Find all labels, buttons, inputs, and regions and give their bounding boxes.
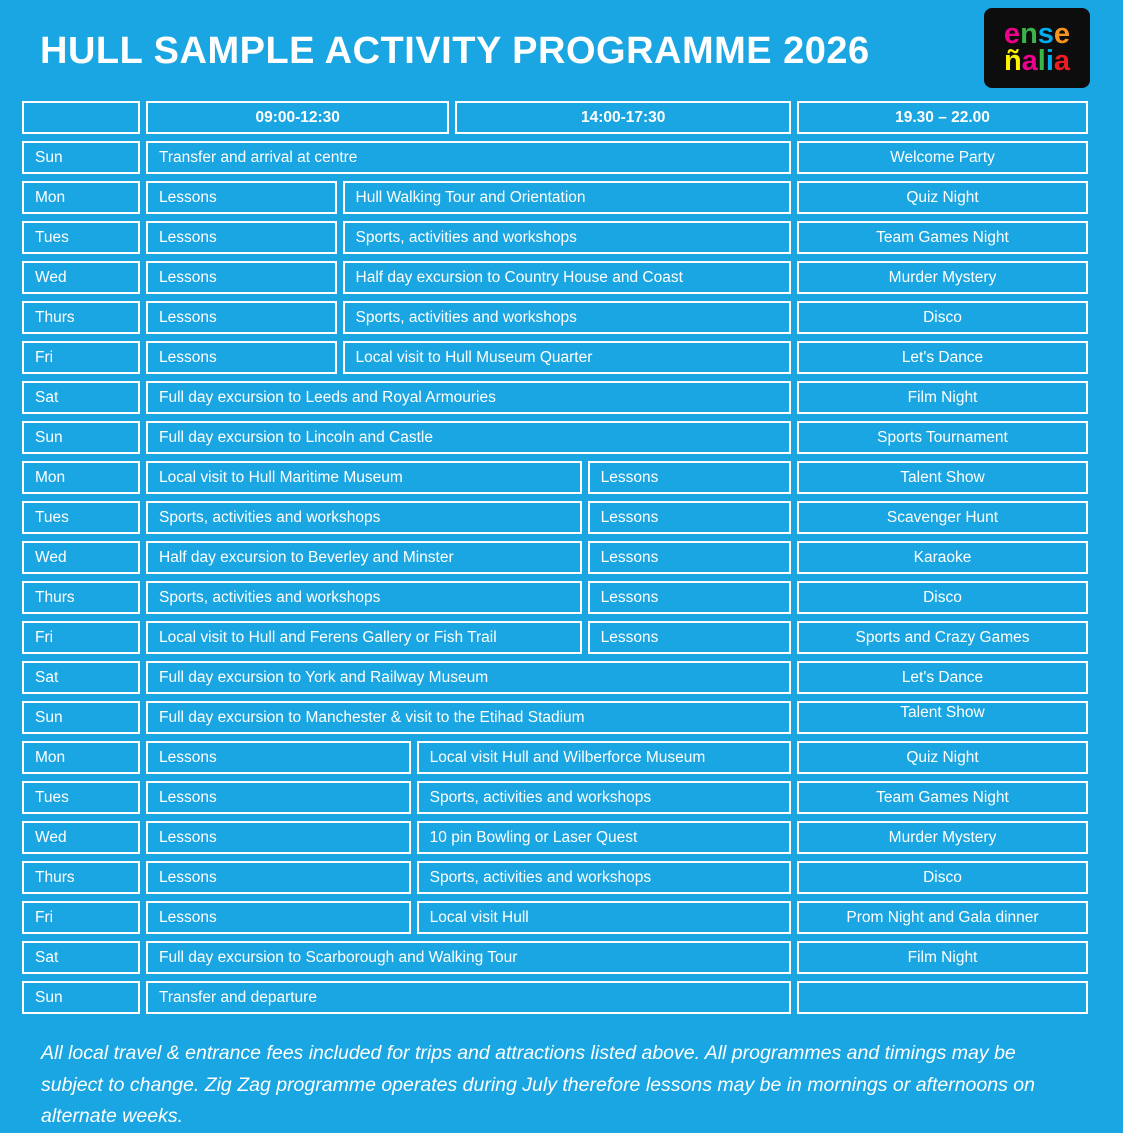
table-row: [22, 941, 1088, 974]
activity-cell: Sports, activities and workshops: [343, 221, 792, 254]
activity-cell: Lessons: [588, 621, 791, 654]
row-activities: [146, 341, 791, 374]
page-title: HULL SAMPLE ACTIVITY PROGRAMME 2026: [40, 30, 870, 72]
row-activities: [146, 181, 791, 214]
day-cell: Wed: [22, 261, 140, 294]
day-cell: Sun: [22, 421, 140, 454]
evening-cell: Disco: [797, 861, 1088, 894]
row-activities: [146, 941, 791, 974]
day-cell: Thurs: [22, 861, 140, 894]
logo-letter: i: [1045, 45, 1054, 77]
row-activities: [146, 261, 791, 294]
evening-cell: Let's Dance: [797, 661, 1088, 694]
evening-cell: Team Games Night: [797, 221, 1088, 254]
row-activities: [146, 541, 791, 574]
table-row: [22, 461, 1088, 494]
activity-cell: Sports, activities and workshops: [417, 861, 791, 894]
row-activities: [146, 781, 791, 814]
activity-cell: Lessons: [146, 261, 337, 294]
evening-cell: Sports and Crazy Games: [797, 621, 1088, 654]
table-row: [22, 981, 1088, 1014]
evening-cell: Karaoke: [797, 541, 1088, 574]
row-activities: [146, 861, 791, 894]
row-activities: [146, 141, 791, 174]
footer-note: All local travel & entrance fees included for trips and attractions listed above. All programmes and timings may be subject to change. Zig Zag programme operates during July therefore lessons may be in mornings or afternoons on alternate weeks.: [41, 1042, 1035, 1128]
row-activities: [146, 821, 791, 854]
activity-cell: Lessons: [146, 301, 337, 334]
day-cell: Thurs: [22, 581, 140, 614]
table-row: [22, 781, 1088, 814]
activity-cell: Lessons: [146, 341, 337, 374]
activity-cell: Lessons: [146, 821, 411, 854]
table-row: [22, 141, 1088, 174]
day-cell: Mon: [22, 741, 140, 774]
evening-cell: Team Games Night: [797, 781, 1088, 814]
row-activities: [146, 581, 791, 614]
activity-cell: Lessons: [146, 221, 337, 254]
day-cell: Mon: [22, 461, 140, 494]
table-row: [22, 861, 1088, 894]
logo-letter: e: [1053, 18, 1071, 51]
table-row: [22, 901, 1088, 934]
day-cell: Tues: [22, 501, 140, 534]
day-cell: Mon: [22, 181, 140, 214]
table-row: [22, 581, 1088, 614]
day-cell: Fri: [22, 621, 140, 654]
activity-cell: Full day excursion to Manchester & visit to the Etihad Stadium: [146, 701, 791, 734]
table-row: [22, 381, 1088, 414]
activity-cell: Local visit Hull: [417, 901, 791, 934]
activity-cell: Sports, activities and workshops: [146, 501, 582, 534]
table-header-row: [22, 101, 1088, 134]
table-row: [22, 501, 1088, 534]
row-activities: [146, 901, 791, 934]
day-cell: Thurs: [22, 301, 140, 334]
table-row: [22, 221, 1088, 254]
evening-cell: Quiz Night: [797, 741, 1088, 774]
evening-cell: Scavenger Hunt: [797, 501, 1088, 534]
activity-cell: Lessons: [146, 741, 411, 774]
day-cell: Sat: [22, 661, 140, 694]
activity-cell: Lessons: [588, 581, 791, 614]
evening-cell: Prom Night and Gala dinner: [797, 901, 1088, 934]
table-row: [22, 341, 1088, 374]
activity-cell: Local visit to Hull and Ferens Gallery or Fish Trail: [146, 621, 582, 654]
table-row: [22, 821, 1088, 854]
activity-cell: Full day excursion to York and Railway Museum: [146, 661, 791, 694]
activity-cell: Transfer and departure: [146, 981, 791, 1014]
day-cell: Wed: [22, 821, 140, 854]
evening-cell: Film Night: [797, 941, 1088, 974]
logo-letter: l: [1037, 45, 1046, 77]
activity-cell: Local visit to Hull Maritime Museum: [146, 461, 582, 494]
evening-cell: Quiz Night: [797, 181, 1088, 214]
evening-cell: Talent Show: [797, 461, 1088, 494]
activity-cell: Lessons: [146, 861, 411, 894]
logo-line-2: [1003, 45, 1071, 77]
table-row: [22, 181, 1088, 214]
activity-cell: Lessons: [146, 181, 337, 214]
time-header-cell: 19.30 – 22.00: [797, 101, 1088, 134]
table-row: [22, 701, 1088, 734]
evening-cell: Welcome Party: [797, 141, 1088, 174]
day-cell: Fri: [22, 341, 140, 374]
logo-letter: a: [1021, 45, 1038, 77]
ensenalia-logo: [984, 8, 1090, 88]
evening-cell: Sports Tournament: [797, 421, 1088, 454]
header-time-slots: [146, 101, 791, 134]
day-header-cell: [22, 101, 140, 134]
activity-cell: Transfer and arrival at centre: [146, 141, 791, 174]
day-cell: Sun: [22, 701, 140, 734]
logo-letter: ñ: [1003, 45, 1022, 77]
row-activities: [146, 421, 791, 454]
day-cell: Sun: [22, 981, 140, 1014]
activity-cell: Hull Walking Tour and Orientation: [343, 181, 792, 214]
page-header: [0, 0, 1123, 101]
row-activities: [146, 981, 791, 1014]
table-row: [22, 621, 1088, 654]
activity-cell: Local visit Hull and Wilberforce Museum: [417, 741, 791, 774]
table-row: [22, 661, 1088, 694]
activity-cell: Lessons: [588, 541, 791, 574]
activity-cell: Sports, activities and workshops: [417, 781, 791, 814]
activity-cell: Half day excursion to Country House and Coast: [343, 261, 792, 294]
day-cell: Sat: [22, 381, 140, 414]
activity-cell: Lessons: [146, 781, 411, 814]
evening-cell: Film Night: [797, 381, 1088, 414]
row-activities: [146, 501, 791, 534]
evening-cell: Disco: [797, 581, 1088, 614]
evening-cell: Murder Mystery: [797, 821, 1088, 854]
table-row: [22, 301, 1088, 334]
row-activities: [146, 461, 791, 494]
logo-letter: a: [1053, 45, 1071, 77]
activity-cell: Sports, activities and workshops: [146, 581, 582, 614]
row-activities: [146, 301, 791, 334]
activity-cell: Local visit to Hull Museum Quarter: [343, 341, 792, 374]
day-cell: Tues: [22, 221, 140, 254]
activity-cell: Half day excursion to Beverley and Minster: [146, 541, 582, 574]
time-header-cell: 09:00-12:30: [146, 101, 449, 134]
row-activities: [146, 381, 791, 414]
day-cell: Sun: [22, 141, 140, 174]
logo-letter: n: [1020, 18, 1038, 51]
day-cell: Tues: [22, 781, 140, 814]
table-row: [22, 541, 1088, 574]
day-cell: Wed: [22, 541, 140, 574]
logo-letter: e: [1003, 18, 1021, 51]
evening-cell: Murder Mystery: [797, 261, 1088, 294]
schedule-table: [22, 101, 1088, 1021]
activity-cell: Lessons: [146, 901, 411, 934]
logo-letter: s: [1037, 18, 1054, 51]
row-activities: [146, 661, 791, 694]
activity-cell: Full day excursion to Leeds and Royal Armouries: [146, 381, 791, 414]
day-cell: Fri: [22, 901, 140, 934]
activity-cell: Lessons: [588, 461, 791, 494]
activity-cell: Full day excursion to Scarborough and Walking Tour: [146, 941, 791, 974]
activity-cell: Full day excursion to Lincoln and Castle: [146, 421, 791, 454]
row-activities: [146, 701, 791, 734]
day-cell: Sat: [22, 941, 140, 974]
activity-cell: Lessons: [588, 501, 791, 534]
table-row: [22, 421, 1088, 454]
evening-cell: Let's Dance: [797, 341, 1088, 374]
evening-cell: Talent Show: [797, 701, 1088, 734]
evening-cell: [797, 981, 1088, 1014]
logo-line-1: [1003, 18, 1071, 51]
row-activities: [146, 741, 791, 774]
activity-cell: 10 pin Bowling or Laser Quest: [417, 821, 791, 854]
row-activities: [146, 621, 791, 654]
time-header-cell: 14:00-17:30: [455, 101, 791, 134]
table-row: [22, 741, 1088, 774]
table-row: [22, 261, 1088, 294]
row-activities: [146, 221, 791, 254]
activity-cell: Sports, activities and workshops: [343, 301, 792, 334]
evening-cell: Disco: [797, 301, 1088, 334]
